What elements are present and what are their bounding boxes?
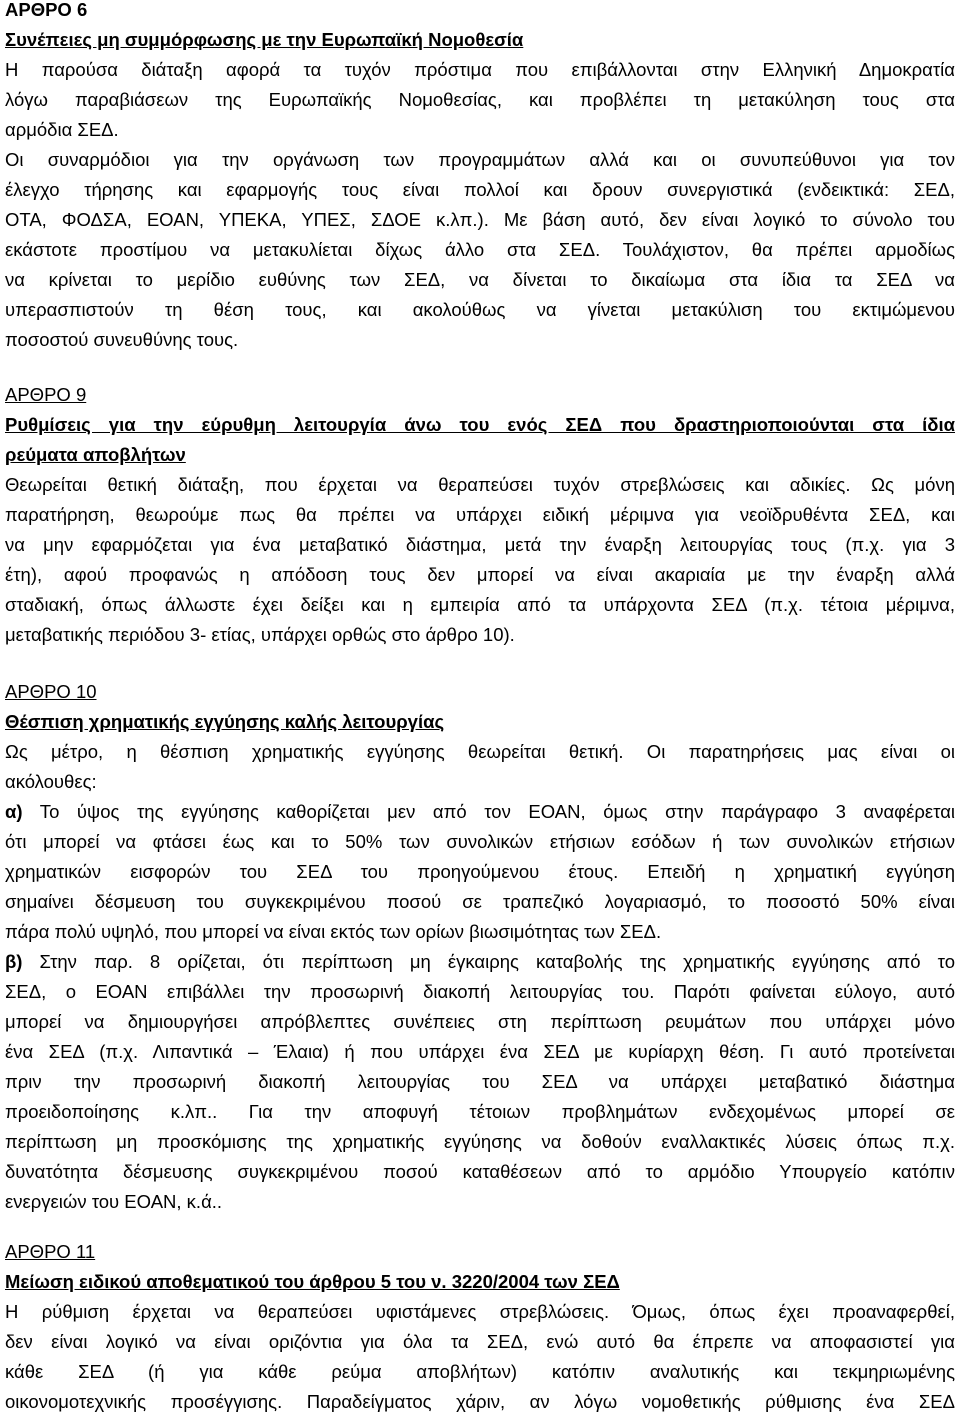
article-heading [5,1237,955,1267]
article-heading-text: ΑΡΘΡΟ 9 [5,384,87,405]
article-heading: ΑΡΘΡΟ 6 [5,0,88,20]
paragraph [5,145,955,355]
paragraph-line: Θεωρείται θετική διάταξη, που έρχεται να θεραπεύσει τυχόν στρεβλώσεις και αδικίες. Ως μόνη [5,474,955,495]
paragraph-line-text: Το ύψος της εγγύησης καθορίζεται μεν από τον ΕΟΑΝ, όμως στην παράγραφο 3 αναφέρεται [39,801,955,822]
list-marker: α) [5,801,23,822]
article-heading [5,677,955,707]
list-item-a [5,797,955,947]
list-item-b [5,947,955,1217]
paragraph-line: ότι μπορεί να φτάσει έως και το 50% των συνολικών ετήσιων εσόδων ή των συνολικών ετήσιων [5,831,955,852]
paragraph-line: κάθε ΣΕΔ (ή για κάθε ρεύμα αποβλήτων) κατόπιν αναλυτικής και τεκμηριωμένης [5,1361,955,1382]
paragraph [5,737,955,797]
paragraph-line: έτη), αφού προφανώς η απόδοση τους δεν μπορεί να είναι ακαριαία με την έναρξη αλλά [5,564,955,585]
paragraph-line-text: Στην παρ. 8 ορίζεται, ότι περίπτωση μη έγκαιρης καταβολής της χρηματικής εγγύησης από το [39,951,955,972]
paragraph-line: σταδιακή, όπως άλλωστε έχει δείξει και η εμπειρία από τα υπάρχοντα ΣΕΔ (π.χ. τέτοια μέριμνα, [5,594,955,615]
paragraph-line: πριν την προσωρινή διακοπή λειτουργίας του ΣΕΔ να υπάρχει μεταβατικό διάστημα [5,1071,955,1092]
paragraph-line: χρηματικών εισφορών του ΣΕΔ του προηγούμενου έτους. Επειδή η χρηματική εγγύηση [5,861,955,882]
paragraph-line: υπερασπιστούν τη θέση τους, και ακολούθως να γίνεται μετακύλιση του εκτιμώμενου [5,299,955,320]
paragraph-line: Ως μέτρο, η θέσπιση χρηματικής εγγύησης θεωρείται θετική. Οι παρατηρήσεις μας είναι οι [5,741,955,762]
paragraph-line: να μην εφαρμόζεται για ένα μεταβατικό διάστημα, μετά την έναρξη λειτουργίας τους (π.χ. για 3 [5,534,955,555]
paragraph-line: ποσοστού συνευθύνης τους. [5,329,239,350]
article-subtitle-text: Μείωση ειδικού αποθεματικού του άρθρου 5 του ν. 3220/2004 των ΣΕΔ [5,1271,620,1292]
paragraph-line: εκάστοτε προστίμου να μετακυλίεται δίχως άλλο στα ΣΕΔ. Τουλάχιστον, θα πρέπει αρμοδίως [5,239,955,260]
article-subtitle: ρεύματα αποβλήτων [5,444,186,465]
article-section [5,0,955,355]
paragraph-line: μεταβατικής περιόδου 3- ετίας, υπάρχει ορθώς στο άρθρο 10). [5,624,515,645]
list-marker: β) [5,951,23,972]
article-subtitle: Ρυθμίσεις για την εύρυθμη λειτουργία άνω του ενός ΣΕΔ που δραστηριοποιούνται στα ίδια [5,414,955,435]
paragraph-line: δεν είναι λογικό να είναι οριζόντια για όλα τα ΣΕΔ, ενώ αυτό θα έπρεπε να αποφασιστεί για [5,1331,955,1352]
paragraph-line: αρμόδια ΣΕΔ. [5,119,119,140]
article-heading [5,380,955,410]
paragraph-line: σημαίνει δέσμευση του συγκεκριμένου ποσού σε τραπεζικό λογαριασμό, το ποσοστό 50% είναι [5,891,955,912]
paragraph-line: έλεγχο τήρησης και εφαρμογής τους είναι πολλοί και δρουν συνεργιστικά (ενδεικτικά: ΣΕΔ, [5,179,955,200]
paragraph-line: οικονομοτεχνικής προσέγγισης. Παραδείγματος χάριν, αν λόγω νομοθετικής ρύθμισης ένα ΣΕΔ [5,1391,955,1412]
paragraph-line: παρατήρηση, θεωρούμε πως θα πρέπει να υπάρχει ειδική μέριμνα για νεοϊδρυθέντα ΣΕΔ, και [5,504,955,525]
paragraph-line: ένα ΣΕΔ (π.χ. Λιπαντικά – Έλαια) ή που υπάρχει ένα ΣΕΔ με κυρίαρχη θέση. Γι αυτό προτείνεται [5,1041,955,1062]
article-subtitle: Συνέπειες μη συμμόρφωσης με την Ευρωπαϊκή Νομοθεσία [5,29,524,50]
paragraph [5,470,955,650]
paragraph-line: πάρα πολύ υψηλό, που μπορεί να είναι εκτός των ορίων βιωσιμότητας των ΣΕΔ. [5,921,662,942]
paragraph-line: ΣΕΔ, ο ΕΟΑΝ επιβάλλει την προσωρινή διακοπή λειτουργίας του. Παρότι φαίνεται εύλογο, αυτό [5,981,955,1002]
paragraph-line [5,947,955,977]
paragraph-line: περίπτωση μη προσκόμισης της χρηματικής εγγύησης να δοθούν εναλλακτικές λύσεις όπως π.χ. [5,1131,955,1152]
article-subtitle [5,707,955,737]
paragraph-line: Η παρούσα διάταξη αφορά τα τυχόν πρόστιμα που επιβάλλονται στην Ελληνική Δημοκρατία [5,59,955,80]
paragraph-line: ενεργειών του ΕΟΑΝ, κ.ά.. [5,1191,223,1212]
paragraph-line: Οι συναρμόδιοι για την οργάνωση των προγραμμάτων αλλά και οι συνυπεύθυνοι για τον [5,149,955,170]
paragraph-line: μπορεί να δημιουργήσει απρόβλεπτες συνέπειες στη περίπτωση ρευμάτων που υπάρχει μόνο [5,1011,955,1032]
article-heading-text: ΑΡΘΡΟ 11 [5,1241,96,1262]
paragraph-line: ΟΤΑ, ΦΟΔΣΑ, ΕΟΑΝ, ΥΠΕΚΑ, ΥΠΕΣ, ΣΔΟΕ κ.λπ.). Με βάση αυτό, δεν είναι λογικό το σύνολο του [5,209,955,230]
article-subtitle [5,1267,955,1297]
paragraph [5,55,955,145]
article-section [5,380,955,650]
paragraph [5,1297,955,1417]
article-subtitle-text: Θέσπιση χρηματικής εγγύησης καλής λειτουργίας [5,711,445,732]
article-section [5,1237,955,1417]
paragraph-line [5,797,955,827]
paragraph-line: προειδοποίησης κ.λπ.. Για την αποφυγή τέτοιων προβλημάτων ενδεχομένως μπορεί σε [5,1101,955,1122]
article-heading-text: ΑΡΘΡΟ 10 [5,681,97,702]
paragraph-line: λόγω παραβιάσεων της Ευρωπαϊκής Νομοθεσίας, και προβλέπει τη μετακύληση τους στα [5,89,955,110]
paragraph-line: ακόλουθες: [5,771,97,792]
paragraph-line: Η ρύθμιση έρχεται να θεραπεύσει υφιστάμενες στρεβλώσεις. Όμως, όπως έχει προαναφερθεί, [5,1301,955,1322]
article-section [5,677,955,1217]
paragraph-line: να κρίνεται το μερίδιο ευθύνης των ΣΕΔ, να δίνεται το δικαίωμα στα ίδια τα ΣΕΔ να [5,269,955,290]
paragraph-line: δυνατότητα δέσμευσης συγκεκριμένου ποσού καταθέσεων από το αρμόδιο Υπουργείο κατόπιν [5,1161,955,1182]
